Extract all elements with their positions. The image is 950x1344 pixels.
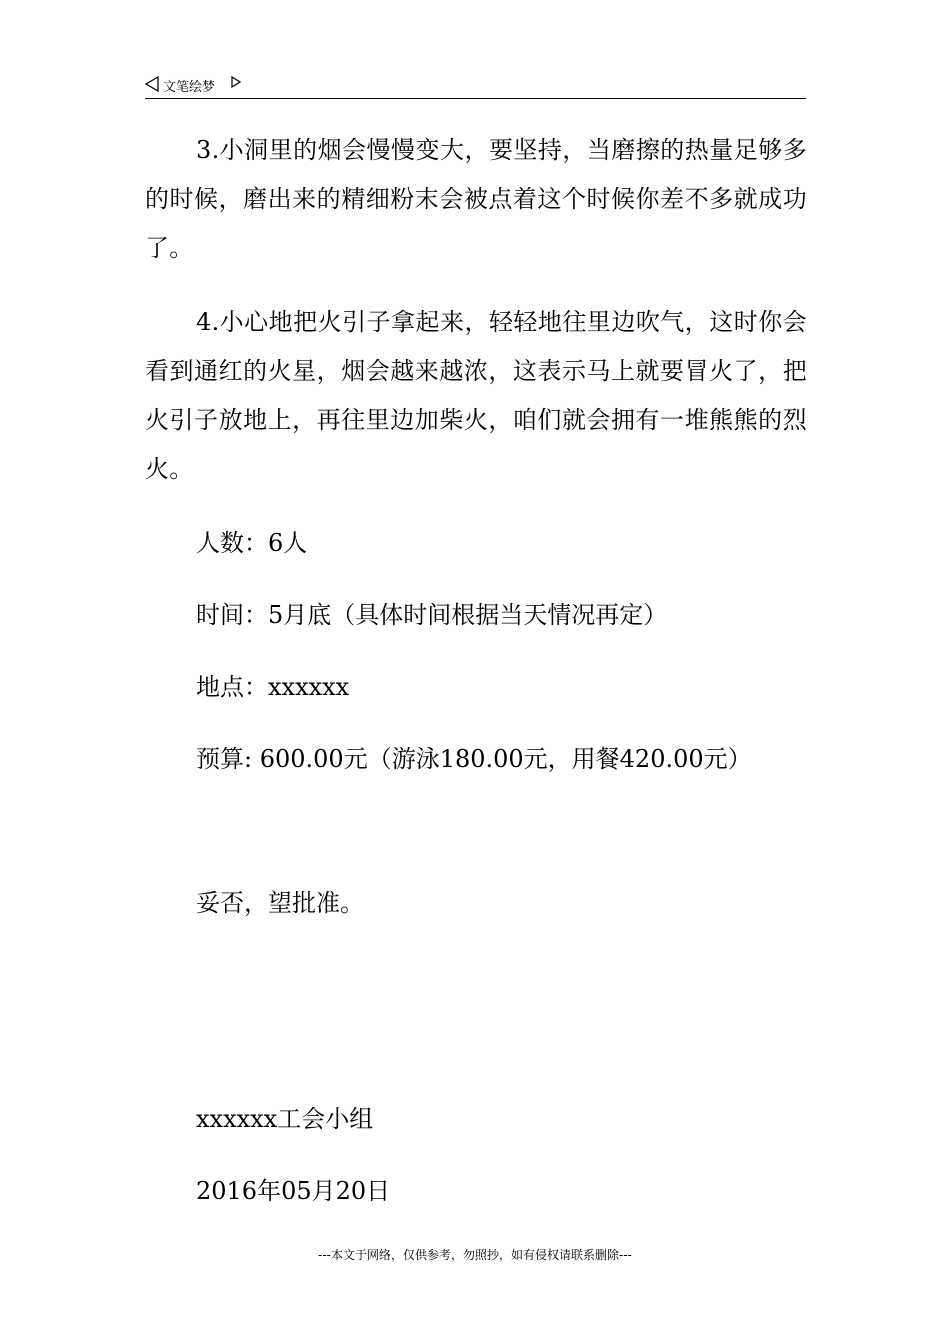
triangle-right-icon xyxy=(231,76,241,88)
detail-place: 地点：xxxxxx xyxy=(196,673,350,701)
detail-time: 时间：5月底（具体时间根据当天情况再定） xyxy=(196,601,668,629)
signature-org: xxxxxx工会小组 xyxy=(196,1105,374,1133)
header-brand: 文笔绘梦 xyxy=(163,80,216,95)
detail-budget: 预算: 600.00元（游泳180.00元，用餐420.00元） xyxy=(196,745,752,773)
page-footer: ---本文于网络，仅供参考，勿照抄，如有侵权请联系删除--- xyxy=(318,1248,632,1262)
paragraph-step-4: 4.小心地把火引子拿起来，轻轻地往里边吹气，这时你会看到通红的火星，烟会越来越浓，这表示马上就要冒火了，把火引子放地上，再往里边加柴火，咱们就会拥有一堆熊熊的烈火。 xyxy=(145,308,807,483)
detail-people: 人数：6人 xyxy=(196,529,308,557)
signature-date: 2016年05月20日 xyxy=(196,1177,391,1205)
closing-remark: 妥否，望批准。 xyxy=(196,889,364,917)
paragraph-step-3: 3.小洞里的烟会慢慢变大，要坚持，当磨擦的热量足够多的时候，磨出来的精细粉末会被点着这个时候你差不多就成功了。 xyxy=(145,136,807,262)
triangle-left-icon xyxy=(145,76,159,92)
page-header xyxy=(145,72,806,99)
